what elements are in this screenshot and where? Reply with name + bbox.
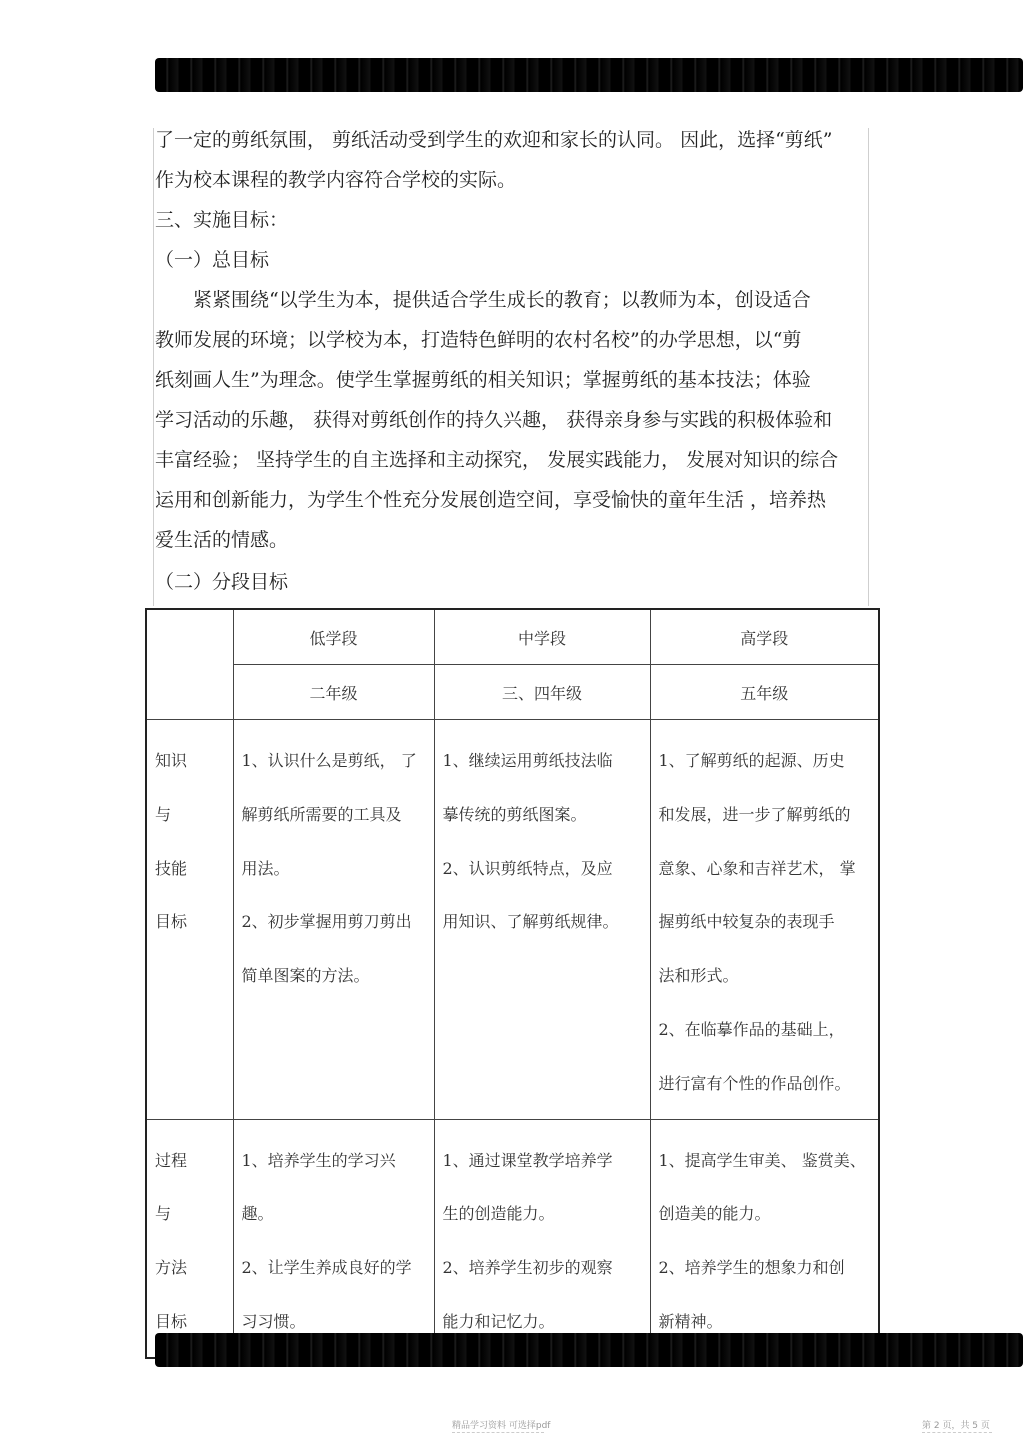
redacted-text-bar-top: [155, 58, 1023, 92]
subsection-heading-overall-goal: （一）总目标: [155, 249, 270, 271]
table-cell-mid-stage: 1、通过课堂教学培养学 生的创造能力。 2、培养学生初步的观察 能力和记忆力。: [434, 1119, 650, 1358]
goal-line: 紧紧围绕“以学生为本，提供适合学生成长的教育；以教师为本，创设适合: [193, 289, 811, 311]
table-corner-cell: [146, 609, 233, 720]
table-cell-high-stage: 1、提高学生审美、 鉴赏美、 创造美的能力。 2、培养学生的想象力和创 新精神。: [650, 1119, 879, 1358]
goal-line: 运用和创新能力，为学生个性充分发展创造空间，享受愉快的童年生活 ，培养热: [155, 489, 827, 511]
row-label-knowledge-skills: 知识 与 技能 目标: [146, 720, 233, 1120]
table-header-grade: 五年级: [650, 665, 879, 720]
row-label-process-methods: 过程 与 方法 目标: [146, 1119, 233, 1358]
table-cell-low-stage: 1、培养学生的学习兴 趣。 2、让学生养成良好的学 习习惯。: [233, 1119, 434, 1358]
goal-line: 学习活动的乐趣， 获得对剪纸创作的持久兴趣， 获得亲身参与实践的积极体验和: [155, 409, 833, 431]
table-cell-high-stage: 1、了解剪纸的起源、历史 和发展，进一步了解剪纸的 意象、心象和吉祥艺术， 掌 握剪纸中较复杂的表现手 法和形式。 2、在临摹作品的基础上， 进行富有个性的作品创作。: [650, 720, 879, 1120]
goal-line: 爱生活的情感。: [155, 529, 289, 551]
overall-goal-paragraph: [155, 280, 867, 560]
table-header-stage: 中学段: [434, 609, 650, 665]
intro-line: 作为校本课程的教学内容符合学校的实际。: [155, 169, 517, 191]
page-number: 第 2 页，共 5 页: [922, 1421, 990, 1431]
table-header-stage: 高学段: [650, 609, 879, 665]
footer-divider: [922, 1432, 992, 1434]
table-header-row-grades: [146, 665, 879, 720]
table-cell-mid-stage: 1、继续运用剪纸技法临 摹传统的剪纸图案。 2、认识剪纸特点，及应 用知识、了解剪纸规律。: [434, 720, 650, 1120]
table-header-stage: 低学段: [233, 609, 434, 665]
intro-line: 了一定的剪纸氛围， 剪纸活动受到学生的欢迎和家长的认同。 因此，选择“剪纸”: [155, 129, 833, 151]
table-cell-low-stage: 1、认识什么是剪纸， 了 解剪纸所需要的工具及 用法。 2、初步掌握用剪刀剪出 简单图案的方法。: [233, 720, 434, 1120]
section-heading: 三、实施目标：: [155, 209, 289, 231]
redacted-text-bar-bottom: [155, 1333, 1023, 1367]
goal-line: 丰富经验； 坚持学生的自主选择和主动探究， 发展实践能力， 发展对知识的综合: [155, 449, 839, 471]
table-row-process-methods: [146, 1119, 879, 1358]
table-header-grade: 二年级: [233, 665, 434, 720]
intro-paragraph: [155, 120, 867, 200]
footer-divider: [452, 1432, 544, 1434]
table-row-knowledge-skills: [146, 720, 879, 1120]
goal-line: 教师发展的环境；以学校为本，打造特色鲜明的农村名校”的办学思想，以“剪: [155, 329, 802, 351]
stage-goals-table: [145, 608, 880, 1359]
footer-watermark-text: 精品学习资料 可选择pdf: [452, 1421, 551, 1431]
subsection-heading-stage-goals: （二）分段目标: [155, 571, 289, 593]
table-header-grade: 三、四年级: [434, 665, 650, 720]
goal-line: 纸刻画人生”为理念。使学生掌握剪纸的相关知识；掌握剪纸的基本技法；体验: [155, 369, 811, 391]
table-header-row-stages: [146, 609, 879, 665]
